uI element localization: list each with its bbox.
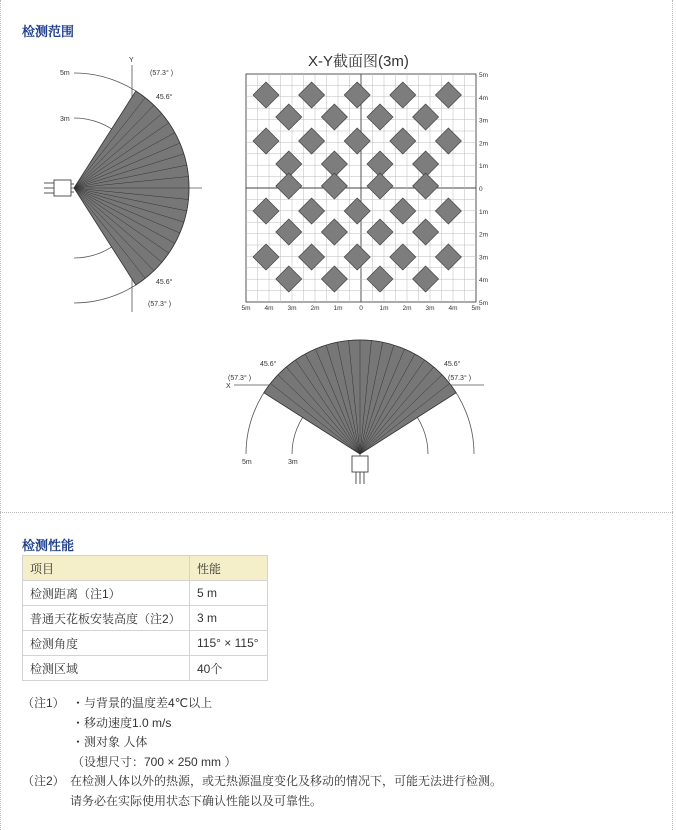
grid-right-label: 1m [479,163,489,171]
grid-right-label: 3m [479,254,489,262]
row-value: 40个 [190,656,268,681]
row-value: 115° × 115° [190,631,268,656]
row-label: 检测角度 [23,631,190,656]
grid-right-label: 5m [479,72,489,79]
detection-performance-title: 检测性能 [22,538,75,553]
bottom-angle-inner: 45.6° [156,279,173,286]
grid-right-label: 2m [479,140,489,148]
sensor-body-front [352,456,368,472]
ring-label-3m: 3m [60,116,70,123]
ring-label-3m: 3m [288,459,298,466]
grid-right-label: 4m [479,277,489,285]
top-angle-inner: 45.6° [156,94,173,101]
bottom-detection-fan [264,340,456,454]
grid-title: X-Y截面图(3m) [308,53,409,70]
row-label: 检测区域 [23,656,190,681]
note-2-key: （注2） [22,774,65,788]
row-value: 3 m [190,606,268,631]
header-item: 项目 [23,556,190,581]
detection-range-title: 检测范围 [22,24,75,39]
grid-bottom-label: 3m [425,305,435,312]
grid-right-label: 0 [479,186,483,193]
front-view-diagram [222,330,492,490]
section-divider [0,512,673,513]
table-row [23,606,268,631]
note-1-lines [70,694,236,772]
grid-bottom-labels [241,305,480,312]
table-row [23,581,268,606]
note-2-line: 请务必在实际使用状态下确认性能以及可靠性。 [70,793,323,808]
grid-right-label: 1m [479,208,489,216]
table-header-row [23,556,268,581]
table-row [23,631,268,656]
note-1-line: ・移动速度1.0 m/s [72,715,172,730]
ring-label-5m: 5m [242,459,252,466]
grid-right-label: 2m [479,231,489,239]
bottom-angle-outer: (57.3° ) [148,301,172,308]
grid-right-labels [479,72,488,307]
note-1-line: ・测对象 人体 [72,735,148,749]
note-2 [22,772,502,811]
left-angle-outer: (57.3° ) [228,375,252,382]
notes [22,694,502,811]
grid-bottom-label: 2m [402,305,412,312]
right-angle-outer: (57.3° ) [448,375,472,382]
grid-bottom-label: 4m [264,305,274,312]
right-angle-inner: 45.6° [444,361,461,368]
grid-bottom-label: 1m [333,305,343,312]
xy-cross-section-grid [236,68,496,314]
x-axis-label: X [226,383,231,390]
side-view-group [44,57,202,312]
grid-bottom-label: 5m [471,305,481,312]
grid-bottom-label: 5m [241,305,251,312]
grid-right-label: 5m [479,300,489,307]
grid-bottom-label: 2m [310,305,320,312]
note-1-line: （设想尺寸：700 × 250 mm ） [72,754,237,769]
header-performance: 性能 [190,556,268,581]
note-2-line: 在检测人体以外的热源，或无热源温度变化及移动的情况下，可能无法进行检测。 [70,774,503,788]
row-value: 5 m [190,581,268,606]
table-row [23,656,268,681]
y-axis-label: Y [129,57,134,64]
top-angle-outer: (57.3° ) [150,70,174,77]
grid-right-label: 3m [479,117,489,125]
left-angle-inner: 45.6° [260,361,277,368]
sensor-body-side [54,180,71,196]
grid-bottom-label: 0 [359,305,363,312]
note-2-lines [70,772,502,811]
grid-bottom-label: 3m [287,305,297,312]
ring-label-5m: 5m [60,70,70,77]
note-1 [22,694,502,772]
grid-bottom-label: 1m [379,305,389,312]
row-label: 检测距离（注1） [23,581,190,606]
grid-bottom-label: 4m [448,305,458,312]
note-1-line: ・与背景的温度差4℃以上 [72,696,213,710]
performance-table [22,555,268,681]
side-view-diagram [40,50,210,320]
row-label: 普通天花板安装高度（注2） [23,606,190,631]
grid-right-label: 4m [479,94,489,102]
note-1-key: （注1） [22,696,65,710]
